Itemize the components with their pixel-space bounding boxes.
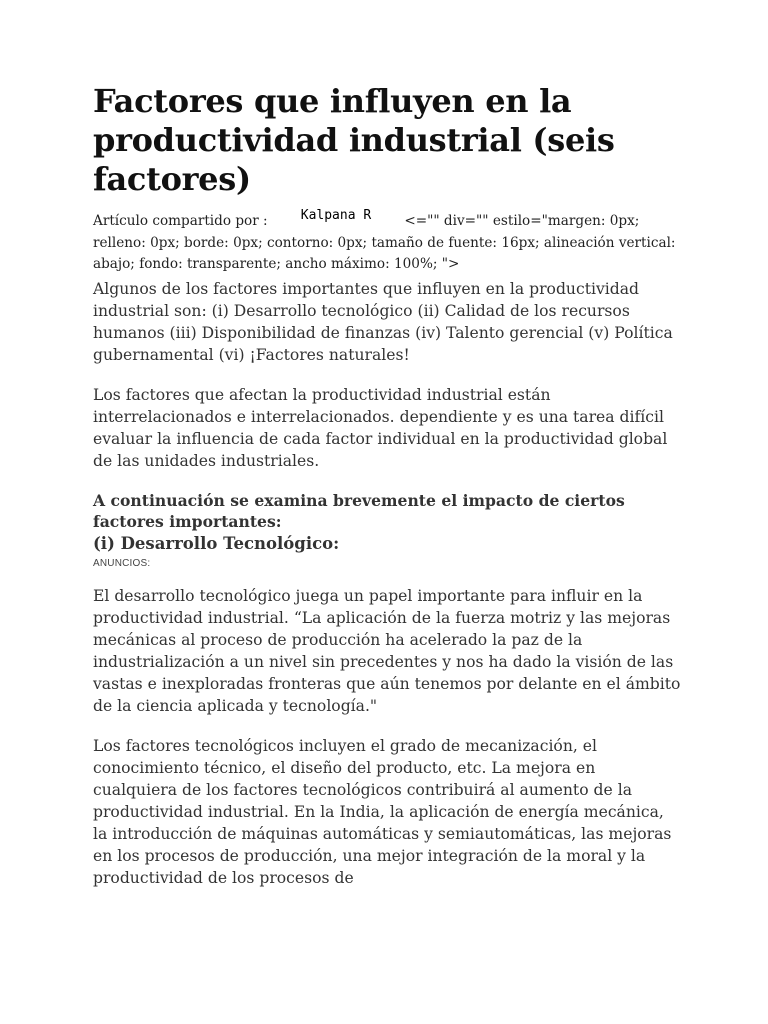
ad-label: ANUNCIOS: [93,558,151,569]
author-name[interactable]: Kalpana R [300,208,372,223]
byline-stray-markup: <="" div="" estilo="margen: 0px; relleno: 0px; borde: 0px; contorno: 0px; tamaño de fuente: 16px; alineación vertical: abajo; fondo: transparente; ancho máximo: 100%; "> [93,213,676,272]
section-heading: A continuación se examina brevemente el impacto de ciertos factores importantes: [93,490,625,531]
article [93,82,683,889]
byline-prefix: Artículo compartido por : [93,213,268,229]
subsection-heading: (i) Desarrollo Tecnológico: [93,533,340,553]
body-paragraph-2: Los factores que afectan la productividad industrial están interrelacionados e interrelacionados. dependiente y es una tarea difícil evaluar la influencia de cada factor individual en la productividad global de las unidades industriales. [93,385,668,470]
body-paragraph-3: El desarrollo tecnológico juega un papel importante para influir en la productividad industrial. “La aplicación de la fuerza motriz y las mejoras mecánicas al proceso de producción ha acelerado la paz de la industrialización a un nivel sin precedentes y nos ha dado la visión de las vastas e inexploradas fronteras que aún tenemos por delante en el ámbito de la ciencia aplicada y tecnología." [93,587,681,715]
article-title: Factores que influyen en la productividad industrial (seis factores) [93,82,615,198]
intro-paragraph: Algunos de los factores importantes que influyen en la productividad industrial son: (i) Desarrollo tecnológico (ii) Calidad de los recursos humanos (iii) Disponibilidad de finanzas (iv) Talento gerencial (v) Política gubernamental (vi) ¡Factores naturales! [93,279,673,364]
byline [93,208,683,276]
body-paragraph-4: Los factores tecnológicos incluyen el grado de mecanización, el conocimiento técnico, el diseño del producto, etc. La mejora en cualquiera de los factores tecnológicos contribuirá al aumento de la productividad industrial. En la India, la aplicación de energía mecánica, la introducción de máquinas automáticas y semiautomáticas, las mejoras en los procesos de producción, una mejor integración de la moral y la productividad de los procesos de [93,737,672,887]
